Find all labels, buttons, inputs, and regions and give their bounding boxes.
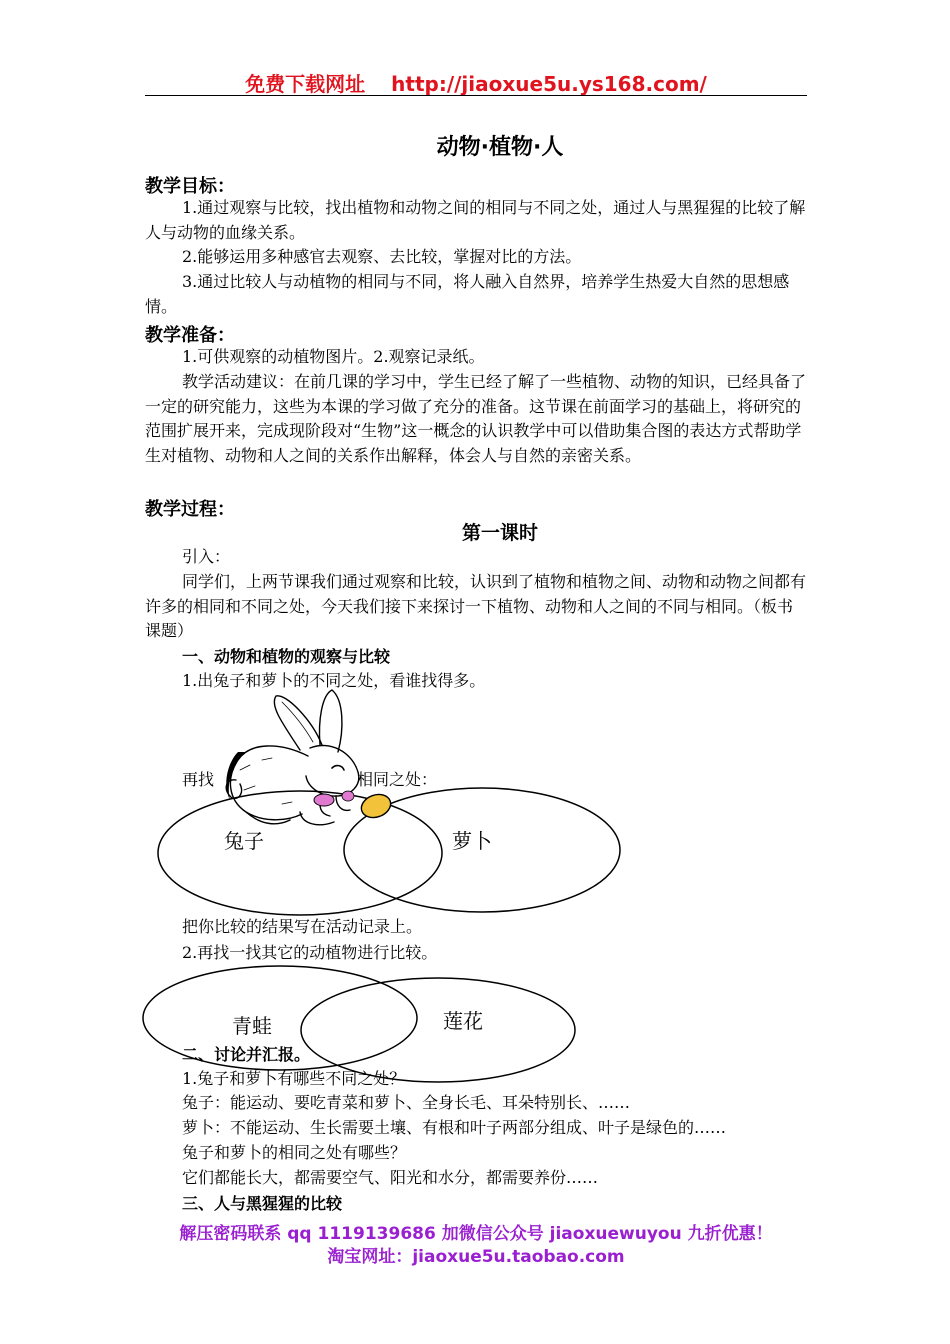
objective-item: 3.通过比较人与动植物的相同与不同，将人融入自然界，培养学生热爱大自然的思想感情。 [145,272,790,316]
rabbit-shadow [226,752,246,800]
radish-yellow-shape [358,791,394,822]
rabbit-tongue [314,794,334,806]
section-2-title: 二、讨论并汇报。 [182,1045,311,1064]
rabbit-answer: 兔子：能运动、要吃青菜和萝卜、全身长毛、耳朵特别长、…… [182,1093,631,1112]
venn1-left-circle [158,791,442,915]
venn2-right-label: 莲花 [443,1009,483,1033]
page-title: 动物·植物·人 [436,135,564,160]
objective-item: 1.通过观察与比较，找出植物和动物之间的相同与不同之处，通过人与黑猩猩的比较了解人与动物的血缘关系。 [145,198,806,242]
objectives-heading: 教学目标： [145,176,235,197]
venn1-right-label: 萝卜 [452,829,492,853]
intro-text: 同学们，上两节课我们通过观察和比较，认识到了植物和植物之间、动物和动物之间都有许多的相同和不同之处，今天我们接下来探讨一下植物、动物和人之间的不同与相同。（板书课题） [145,572,807,640]
question-2: 兔子和萝卜的相同之处有哪些？ [182,1143,407,1162]
radish-answer: 萝卜：不能运动、生长需要土壤、有根和叶子两部分组成、叶子是绿色的…… [182,1118,727,1137]
lesson-title: 第一课时 [461,522,538,544]
section-3-title: 三、人与黑猩猩的比较 [182,1194,343,1213]
find-same-suffix: 相同之处： [357,770,438,789]
same-answer: 它们都能长大，都需要空气、阳光和水分，都需要养份…… [182,1168,599,1187]
venn2-left-label: 青蛙 [232,1014,272,1038]
objective-item: 2.能够运用多种感官去观察、去比较，掌握对比的方法。 [182,247,582,266]
intro-label: 引入： [182,547,231,566]
footer-contact: 解压密码联系 qq 1119139686 加微信公众号 jiaoxuewuyou 九折优惠！ [179,1224,773,1244]
rabbit-illustration [226,690,359,825]
process-heading: 教学过程： [145,499,235,520]
record-note: 把你比较的结果写在活动记录上。 [182,917,423,936]
question-1: 1.兔子和萝卜有哪些不同之处？ [182,1069,406,1088]
find-same-prefix: 再找 [182,770,215,789]
preparation-items: 1.可供观察的动植物图片。2.观察记录纸。 [182,347,485,366]
preparation-heading: 教学准备： [145,325,235,346]
header-label: 免费下载网址 [245,72,366,96]
activity-suggestion: 教学活动建议：在前几课的学习中，学生已经了解了一些植物、动物的知识，已经具备了一定的研究能力，这些为本课的学习做了充分的准备。这节课在前面学习的基础上，将研究的范围扩展开来，完成现阶段对“生物”这一概念的认识教学中可以借助集合图的表达方式帮助学生对植物、动物和人之间的关系作出解释，体会人与自然的亲密关系。 [145,372,807,465]
step-1: 1.出兔子和萝卜的不同之处，看谁找得多。 [182,671,486,690]
header-url-link[interactable]: http://jiaoxue5u.ys168.com/ [391,72,707,96]
step-2: 2.再找一找其它的动植物进行比较。 [182,943,438,962]
section-1-title: 一、动物和植物的观察与比较 [182,647,391,666]
venn1-left-label: 兔子 [224,829,264,853]
footer-shop-link[interactable]: 淘宝网址：jiaoxue5u.taobao.com [327,1247,625,1267]
